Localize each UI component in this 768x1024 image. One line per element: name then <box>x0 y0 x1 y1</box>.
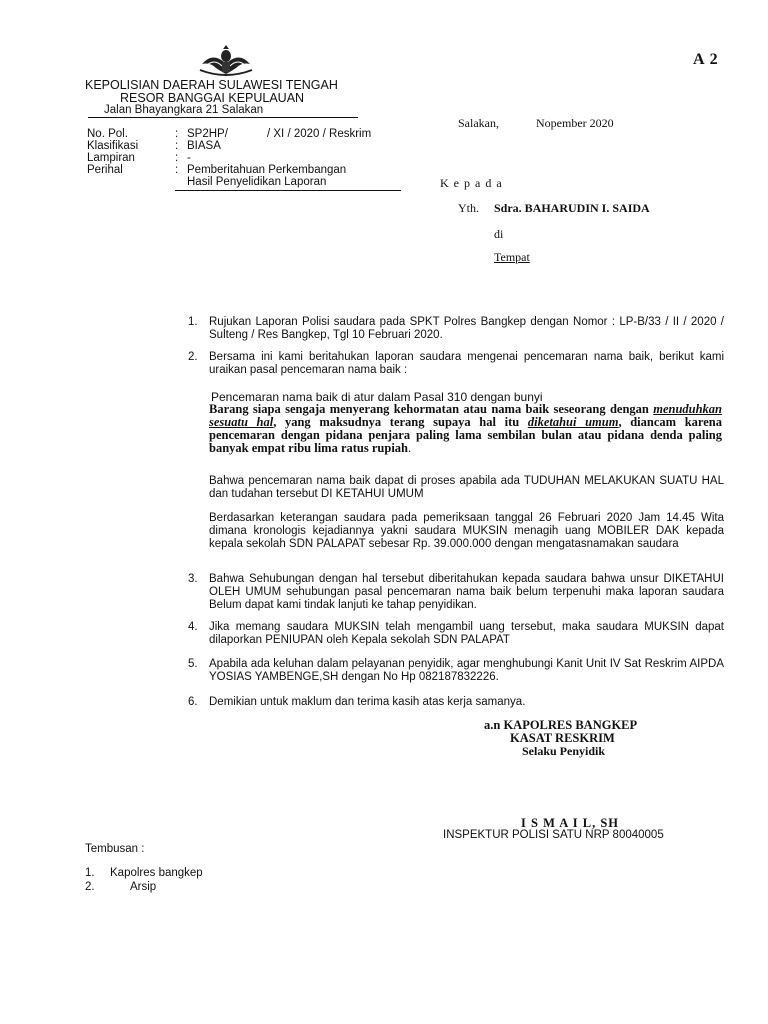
pasal-quote-emph: diketahui umum <box>527 415 619 429</box>
perihal-underline <box>175 190 401 191</box>
tembusan-text: Arsip <box>130 881 157 893</box>
lampiran-label: Lampiran <box>87 152 135 164</box>
list-item <box>188 696 723 710</box>
org-line-2: RESOR BANGGAI KEPULAUAN <box>120 91 305 105</box>
pasal-quote-end: . <box>408 441 412 455</box>
list-item <box>188 658 723 686</box>
item-text: Bersama ini kami beritahukan laporan saudara mengenai pencemaran nama baik, berikut kami uraikan pasal pencemaran nama baik : <box>209 351 724 376</box>
klasifikasi-label: Klasifikasi <box>87 140 139 152</box>
date-place: Salakan, <box>458 116 499 130</box>
lampiran-colon: : <box>175 152 179 164</box>
tembusan-number: 2. <box>85 881 95 893</box>
item-text: Rujukan Laporan Polisi saudara pada SPKT Polres Bangkep dengan Nomor : LP-B/33 / II / 2020 / Sulteng / Res Bangkep, Tgl 10 Februari 2020. <box>209 316 724 341</box>
pasal-quote-part: Barang siapa sengaja menyerang kehormatan atau nama baik seseorang dengan <box>209 402 654 416</box>
signature-title: KASAT RESKRIM <box>510 731 615 745</box>
tembusan-text: Kapolres bangkep <box>110 867 203 879</box>
pasal-quote-part: , yang maksudnya terang supaya hal itu <box>273 415 528 429</box>
item-number: 6. <box>188 696 198 708</box>
date-value: Nopember 2020 <box>536 116 614 130</box>
page-code: A 2 <box>693 51 719 68</box>
org-address: Jalan Bhayangkara 21 Salakan <box>104 104 264 116</box>
signature-role: Selaku Penyidik <box>522 744 606 758</box>
tembusan-item <box>85 867 203 879</box>
signature-an: a.n KAPOLRES BANGKEP <box>484 718 638 732</box>
perihal-value-1: Pemberitahuan Perkembangan <box>187 164 347 176</box>
klasifikasi-colon: : <box>175 140 179 152</box>
police-emblem-icon <box>196 44 256 78</box>
list-item <box>188 316 723 344</box>
perihal-colon: : <box>175 164 179 176</box>
kepada-label: K e p a d a <box>440 176 503 190</box>
paragraph-keterangan: Berdasarkan keterangan saudara pada pemeriksaan tanggal 26 Februari 2020 Jam 14.45 Wita dimana kronologis kejadiannya yakni saudara MUKSIN menagih uang MOBILER DAK kepada kepala sekolah SDN PALAPAT sebesar Rp. 39.000.000 dengan mengatasnamakan saudara <box>209 512 724 550</box>
pasal-quote-emph: menuduhkan sesuatu hal <box>209 402 722 429</box>
recipient-name: Sdra. BAHARUDIN I. SAIDA <box>494 201 650 215</box>
signatory-name: I S M A I L, SH <box>521 816 620 830</box>
item-number: 1. <box>188 316 198 328</box>
klasifikasi-value: BIASA <box>187 140 221 152</box>
perihal-label: Perihal <box>87 164 123 176</box>
item-number: 3. <box>188 573 198 585</box>
item-text: Demikian untuk maklum dan terima kasih atas kerja samanya. <box>209 696 526 708</box>
tembusan-title: Tembusan : <box>85 843 145 855</box>
no-value-a: SP2HP/ <box>187 128 228 140</box>
yth-label: Yth. <box>458 201 479 215</box>
no-label: No. Pol. <box>87 128 128 140</box>
no-colon: : <box>175 128 179 140</box>
item-text: Apabila ada keluhan dalam pelayanan penyidik, agar menghubungi Kanit Unit IV Sat Reskrim AIPDA YOSIAS YAMBENGE,SH dengan No Hp 082187832226. <box>209 658 724 683</box>
tembusan-number: 1. <box>85 867 95 879</box>
no-value-b: / XI / 2020 / Reskrim <box>267 128 372 140</box>
org-line-1: KEPOLISIAN DAERAH SULAWESI TENGAH <box>85 78 338 92</box>
item-number: 4. <box>188 621 198 633</box>
signatory-rank: INSPEKTUR POLISI SATU NRP 80040005 <box>443 829 664 841</box>
list-item <box>188 621 723 649</box>
list-item <box>188 573 723 613</box>
tempat-label: Tempat <box>494 250 530 264</box>
letter-meta <box>87 128 417 194</box>
item-text: Jika memang saudara MUKSIN telah mengambil uang tersebut, maka saudara MUKSIN dapat dilaporkan PENIUPAN oleh Kepala sekolah SDN PALAPAT <box>209 621 724 646</box>
header-underline <box>88 117 358 118</box>
paragraph-tuduhan: Bahwa pencemaran nama baik dapat di proses apabila ada TUDUHAN MELAKUKAN SUATU HAL dan tudahan tersebut DI KETAHUI UMUM <box>209 475 724 500</box>
perihal-value-2: Hasil Penyelidikan Laporan <box>187 176 327 188</box>
item-number: 2. <box>188 351 198 363</box>
di-label: di <box>494 227 504 241</box>
item-text: Bahwa Sehubungan dengan hal tersebut diberitahukan kepada saudara bahwa unsur DIKETAHUI OLEH UMUM sehubungan pasal pencemaran nama baik belum terpenuhi maka laporan saudara Belum dapat kami tindak lanjuti ke tahap penyidikan. <box>209 573 724 611</box>
lampiran-value: - <box>187 152 191 164</box>
pasal-quote <box>209 403 722 455</box>
pasal-intro: Pencemaran nama baik di atur dalam Pasal 310 dengan bunyi <box>211 390 543 404</box>
item-number: 5. <box>188 658 198 670</box>
tembusan-item <box>85 881 157 893</box>
list-item <box>188 351 723 379</box>
pasal-quote-part: , diancam karena pencemaran dengan pidana penjara paling lama sembilan bulan atau pidana denda paling banyak empat ribu lima ratus rupiah <box>209 415 722 455</box>
